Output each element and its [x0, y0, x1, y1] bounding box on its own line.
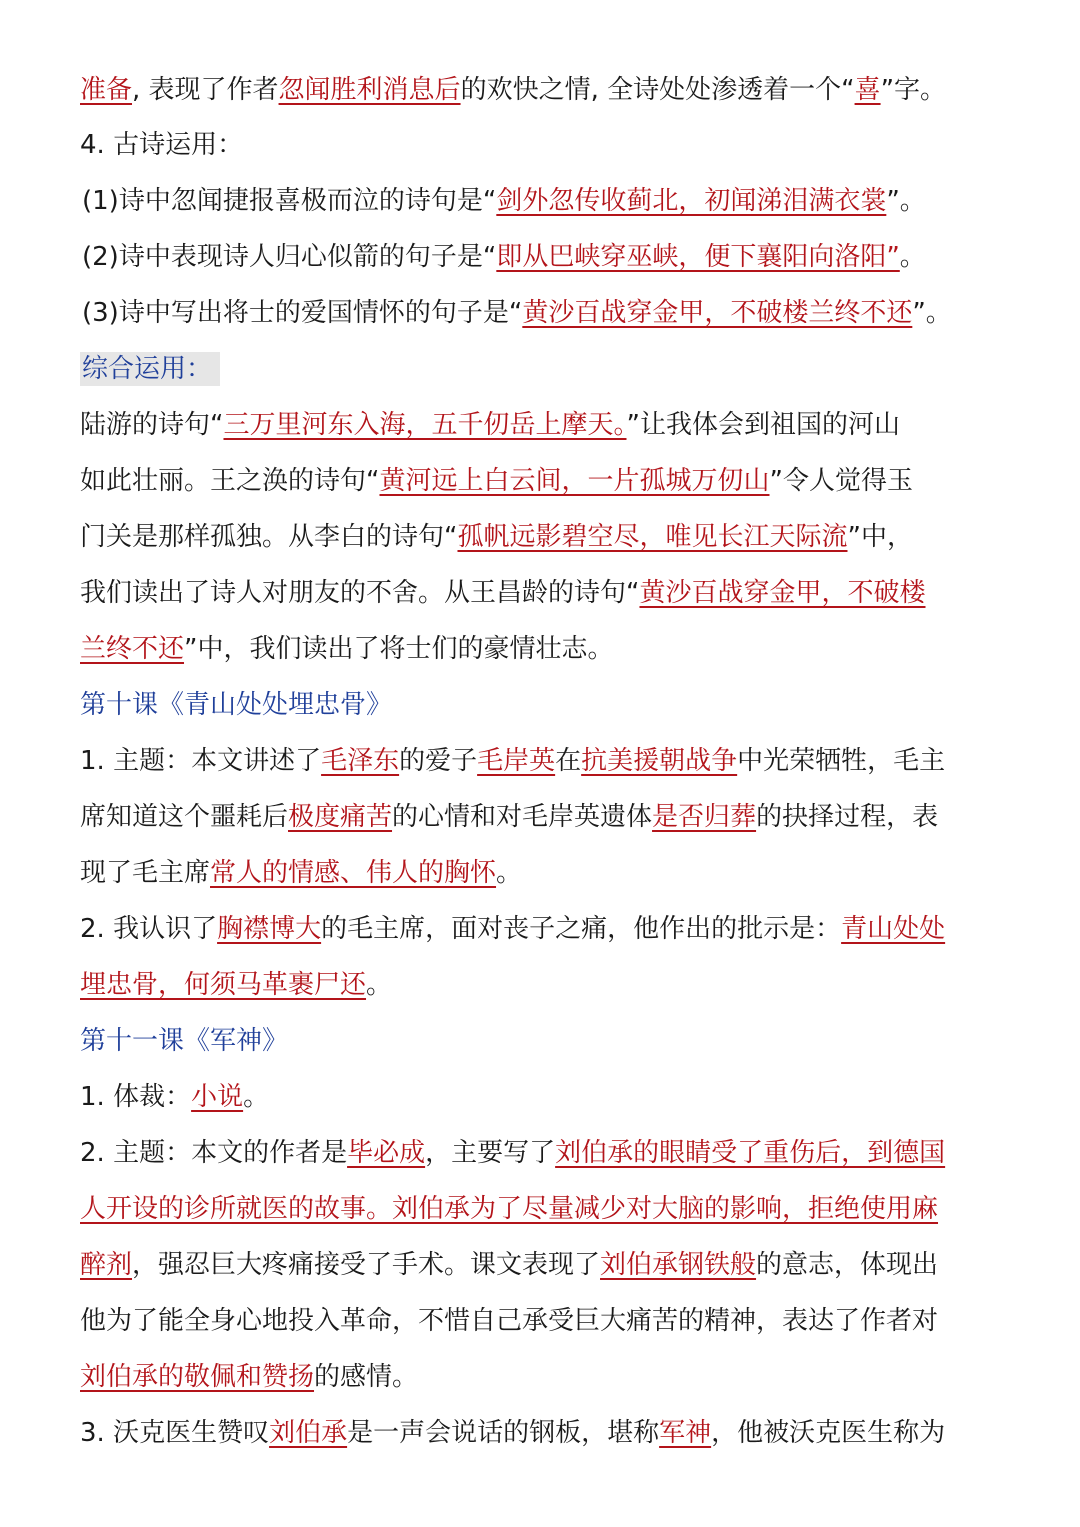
text-line	[80, 407, 1000, 443]
text-line	[82, 239, 1002, 275]
body-text: 中光荣牺牲，毛主	[737, 746, 946, 776]
answer-text: 准备	[80, 75, 133, 105]
body-text: 的欢快之情, 全诗处处渗透着一个“	[460, 75, 855, 105]
body-text: (3)诗中写出将士的爱国情怀的句子是“	[82, 298, 523, 328]
answer-text: 人开设的诊所就医的故事。刘伯承为了尽量减少对大脑的影响，拒绝使用麻	[80, 1194, 939, 1224]
answer-text: 醉剂	[80, 1250, 133, 1280]
body-text: 我们读出了诗人对朋友的不舍。从王昌龄的诗句“	[80, 578, 640, 608]
heading-text: 第十课《青山处处埋忠骨》	[80, 690, 393, 720]
body-text: 1. 体裁：	[80, 1082, 192, 1112]
answer-text: 刘伯承钢铁般	[600, 1250, 757, 1280]
body-text: ”令人觉得玉	[769, 466, 913, 496]
answer-text: 极度痛苦	[288, 802, 393, 832]
body-text: ”中，	[847, 522, 913, 552]
answer-text: 胸襟博大	[217, 914, 322, 944]
answer-text: 喜	[854, 75, 881, 105]
body-text: 4. 古诗运用：	[80, 130, 244, 160]
body-text: 的意志，体现出	[756, 1250, 939, 1280]
answer-text: 埋忠骨，何须马革裹尸还	[80, 970, 367, 1000]
body-text: , 表现了作者	[132, 75, 279, 105]
text-line	[80, 1415, 1000, 1451]
text-line	[80, 1191, 1000, 1227]
answer-text: 即从巴峡穿巫峡，便下襄阳向洛阳”	[496, 242, 900, 272]
lesson-heading	[80, 687, 1000, 723]
answer-text: 军神	[659, 1418, 712, 1448]
body-text: 的心情和对毛岸英遗体	[392, 802, 653, 832]
answer-text: 剑外忽传收蓟北，初闻涕泪满衣裳	[496, 186, 887, 216]
lesson-heading	[80, 1023, 1000, 1059]
text-line	[80, 967, 1000, 1003]
answer-text: 刘伯承	[269, 1418, 348, 1448]
answer-text: 黄河远上白云间，一片孤城万仞山	[379, 466, 770, 496]
body-text: (2)诗中表现诗人归心似箭的句子是“	[82, 242, 497, 272]
body-text: 2. 我认识了	[80, 914, 218, 944]
text-line	[80, 463, 1000, 499]
body-text: 3. 沃克医生赞叹	[80, 1418, 270, 1448]
body-text: ”让我体会到祖国的河山	[626, 410, 900, 440]
body-text: ，强忍巨大疼痛接受了手术。课文表现了	[132, 1250, 601, 1280]
body-text: ”。	[912, 298, 952, 328]
answer-text: 兰终不还	[80, 634, 185, 664]
body-text: 的感情。	[314, 1362, 419, 1392]
text-line	[80, 72, 1000, 108]
answer-text: 三万里河东入海，五千仞岳上摩天。	[223, 410, 627, 440]
answer-text: 小说	[191, 1082, 244, 1112]
text-line	[80, 743, 1000, 779]
text-line	[80, 1079, 1000, 1115]
body-text: 现了毛主席	[80, 858, 211, 888]
text-line	[82, 183, 1002, 219]
text-line	[80, 911, 1000, 947]
body-text: 2. 主题：本文的作者是	[80, 1138, 348, 1168]
body-text: (1)诗中忽闻捷报喜极而泣的诗句是“	[82, 186, 497, 216]
body-text: 的抉择过程，表	[756, 802, 939, 832]
text-line	[80, 127, 1000, 163]
text-line	[80, 1247, 1000, 1283]
text-line	[80, 519, 1000, 555]
body-text: 。	[243, 1082, 270, 1112]
body-text: 。	[496, 858, 523, 888]
body-text: ，他被沃克医生称为	[711, 1418, 946, 1448]
answer-text: 忽闻胜利消息后	[278, 75, 461, 105]
heading-text: 第十一课《军神》	[80, 1026, 289, 1056]
text-line	[80, 1135, 1000, 1171]
body-text: 如此壮丽。王之涣的诗句“	[80, 466, 380, 496]
answer-text: 毛岸英	[477, 746, 556, 776]
text-line	[80, 575, 1000, 611]
answer-text: 黄沙百战穿金甲，不破楼	[639, 578, 926, 608]
answer-text: 刘伯承的眼睛受了重伤后，到德国	[555, 1138, 946, 1168]
body-text: 。	[899, 242, 926, 272]
highlight-label: 综合运用：	[80, 352, 220, 386]
body-text: ”中，我们读出了将士们的豪情壮志。	[184, 634, 614, 664]
text-line	[82, 295, 1002, 331]
body-text: ，主要写了	[425, 1138, 556, 1168]
answer-text: 刘伯承的敬佩和赞扬	[80, 1362, 315, 1392]
body-text: 的毛主席，面对丧子之痛，他作出的批示是：	[321, 914, 842, 944]
body-text: 是一声会说话的钢板，堪称	[347, 1418, 660, 1448]
answer-text: 常人的情感、伟人的胸怀	[210, 858, 497, 888]
text-line	[80, 1303, 1000, 1339]
answer-text: 抗美援朝战争	[581, 746, 738, 776]
answer-text: 孤帆远影碧空尽，唯见长江天际流	[457, 522, 848, 552]
text-line	[80, 799, 1000, 835]
body-text: 门关是那样孤独。从李白的诗句“	[80, 522, 458, 552]
answer-text: 毕必成	[347, 1138, 426, 1168]
answer-text: 是否归葬	[652, 802, 757, 832]
answer-text: 青山处处	[841, 914, 946, 944]
section-label	[80, 351, 1000, 387]
body-text: 。	[366, 970, 393, 1000]
body-text: 他为了能全身心地投入革命，不惜自己承受巨大痛苦的精神，表达了作者对	[80, 1306, 939, 1336]
text-line	[80, 631, 1000, 667]
text-line	[80, 1359, 1000, 1395]
body-text: 陆游的诗句“	[80, 410, 224, 440]
text-line	[80, 855, 1000, 891]
body-text: 的爱子	[399, 746, 478, 776]
body-text: ”。	[886, 186, 926, 216]
body-text: ”字。	[880, 75, 947, 105]
body-text: 在	[555, 746, 582, 776]
body-text: 席知道这个噩耗后	[80, 802, 289, 832]
answer-text: 黄沙百战穿金甲，不破楼兰终不还	[522, 298, 913, 328]
body-text: 1. 主题：本文讲述了	[80, 746, 322, 776]
answer-text: 毛泽东	[321, 746, 400, 776]
